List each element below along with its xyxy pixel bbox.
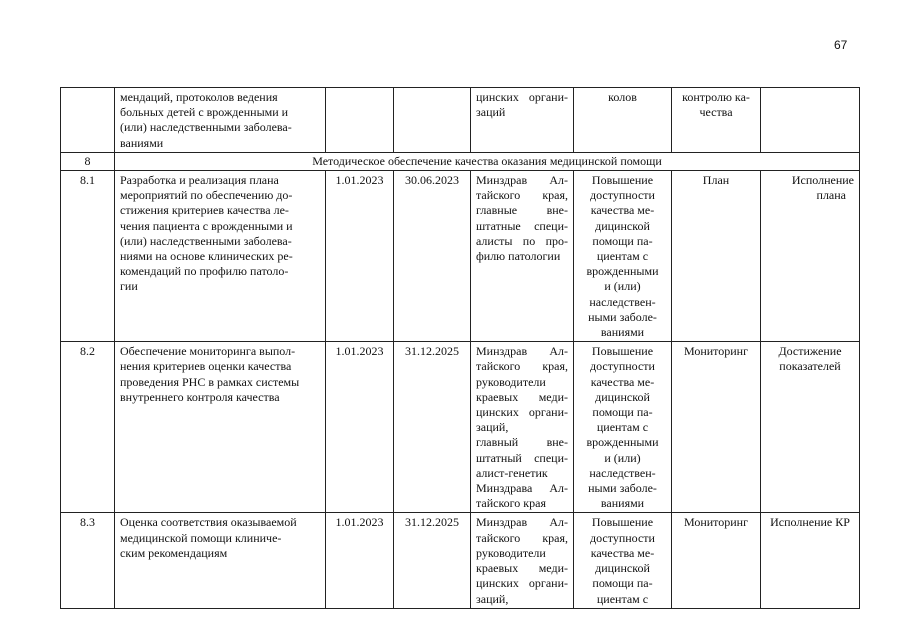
- executor-line: Минздрав Ал-: [476, 173, 568, 188]
- row-number: 8.1: [61, 171, 115, 342]
- executor-line: штатные специ-: [476, 218, 568, 233]
- executor-line: краевых меди-: [476, 561, 568, 576]
- executor-line: алист-генетик: [476, 465, 548, 480]
- result-line: доступности: [590, 359, 655, 374]
- result-line: помощи па-: [592, 576, 653, 591]
- indicator-cell: [761, 88, 860, 153]
- measure-cell: [115, 342, 326, 513]
- control-cell: [672, 88, 761, 153]
- result-line: врожденными: [586, 435, 659, 450]
- executor-line: штатный специ-: [476, 450, 568, 465]
- measure-line: проведения РНС в рамках системы: [120, 374, 300, 389]
- measure-line: гии: [120, 279, 138, 294]
- measure-line: мероприятий по обеспечению до-: [120, 188, 293, 203]
- measure-line: больных детей с врожденными и: [120, 105, 289, 120]
- executor-cell: [471, 342, 574, 513]
- result-line: циентам с: [596, 249, 649, 264]
- executor-line: Минздрава Ал-: [476, 481, 568, 496]
- measure-cell: [115, 513, 326, 608]
- end-date-cell: [394, 88, 471, 153]
- section-row: [61, 152, 860, 170]
- executor-line: тайского края: [476, 496, 546, 511]
- result-line: и (или): [604, 279, 641, 294]
- executor-cell: [471, 88, 574, 153]
- result-line: качества ме-: [590, 545, 655, 560]
- indicator-line: показателей: [779, 359, 841, 374]
- start-date: 1.01.2023: [326, 171, 394, 342]
- executor-line: главные вне-: [476, 203, 568, 218]
- indicator-cell: [761, 171, 860, 342]
- result-line: наследствен-: [589, 294, 656, 309]
- measure-line: Оценка соответствия оказываемой: [120, 515, 297, 530]
- start-date: 1.01.2023: [326, 342, 394, 513]
- table-row: [61, 88, 860, 153]
- start-date-cell: [326, 88, 394, 153]
- result-cell: [574, 88, 672, 153]
- indicator-line: Достижение: [778, 344, 842, 359]
- indicator-cell: [761, 342, 860, 513]
- measure-line: ниями на основе клинических ре-: [120, 249, 293, 264]
- result-cell: [574, 171, 672, 342]
- measures-table: [60, 87, 860, 609]
- executor-line: тайского края,: [476, 530, 568, 545]
- executor-line: тайского края,: [476, 188, 568, 203]
- measure-line: ским рекомендациям: [120, 545, 228, 560]
- executor-line: Минздрав Ал-: [476, 344, 568, 359]
- start-date: 1.01.2023: [326, 513, 394, 608]
- row-number: 8.2: [61, 342, 115, 513]
- executor-line: руководители: [476, 374, 546, 389]
- control-form: План: [672, 171, 761, 342]
- measure-line: медицинской помощи клиниче-: [120, 530, 282, 545]
- section-number: 8: [61, 152, 115, 170]
- executor-line: руководители: [476, 545, 546, 560]
- measure-line: Обеспечение мониторинга выпол-: [120, 344, 296, 359]
- indicator: Исполнение КР: [761, 513, 860, 608]
- table-row: [61, 513, 860, 608]
- result-cell: [574, 513, 672, 608]
- result-line: и (или): [604, 450, 641, 465]
- result-line: доступности: [590, 530, 655, 545]
- measure-line: Разработка и реализация плана: [120, 173, 279, 188]
- measure-line: мендаций, протоколов ведения: [120, 90, 278, 104]
- result-line: качества ме-: [590, 203, 655, 218]
- page-number: 67: [834, 38, 848, 52]
- measure-line: внутреннего контроля качества: [120, 389, 280, 404]
- measure-line: комендаций по профилю патоло-: [120, 264, 289, 279]
- result-line: Повышение: [591, 344, 654, 359]
- control-form: Мониторинг: [672, 342, 761, 513]
- result-line: наследствен-: [589, 465, 656, 480]
- measure-line: (или) наследственными заболева-: [120, 120, 292, 135]
- executor-line: Минздрав Ал-: [476, 515, 568, 530]
- table-row: [61, 342, 860, 513]
- executor-cell: [471, 171, 574, 342]
- result-line: Повышение: [591, 515, 654, 530]
- executor-line: цинских органи-: [476, 90, 568, 104]
- indicator-line: плана: [816, 188, 846, 203]
- executor-line: филю патологии: [476, 249, 561, 264]
- executor-cell: [471, 513, 574, 608]
- result-line: колов: [608, 90, 637, 104]
- end-date: 30.06.2023: [394, 171, 471, 342]
- result-line: ваниями: [600, 325, 645, 340]
- executor-line: заций: [476, 105, 506, 120]
- end-date: 31.12.2025: [394, 513, 471, 608]
- result-cell: [574, 342, 672, 513]
- result-line: ными заболе-: [588, 481, 657, 496]
- measure-line: стижения критериев качества ле-: [120, 203, 289, 218]
- result-line: ваниями: [600, 496, 645, 511]
- measure-cell: [115, 171, 326, 342]
- measure-cell: [115, 88, 326, 153]
- executor-line: главный вне-: [476, 435, 568, 450]
- result-line: Повышение: [591, 173, 654, 188]
- result-line: циентам с: [596, 420, 649, 435]
- result-line: качества ме-: [590, 374, 655, 389]
- indicator-line: Исполнение: [791, 173, 854, 188]
- end-date: 31.12.2025: [394, 342, 471, 513]
- executor-line: алисты по про-: [476, 233, 568, 248]
- executor-line: тайского края,: [476, 359, 568, 374]
- result-line: доступности: [590, 188, 655, 203]
- control-form: Мониторинг: [672, 513, 761, 608]
- result-line: помощи па-: [592, 405, 653, 420]
- executor-line: цинских органи-: [476, 576, 568, 591]
- measure-line: (или) наследственными заболева-: [120, 233, 292, 248]
- executor-line: краевых меди-: [476, 389, 568, 404]
- row-number: 8.3: [61, 513, 115, 608]
- table-row: [61, 171, 860, 342]
- num-cell: [61, 88, 115, 153]
- measure-line: нения критериев оценки качества: [120, 359, 292, 374]
- control-line: контролю ка-: [682, 90, 750, 104]
- result-line: врожденными: [586, 264, 659, 279]
- result-line: дицинской: [595, 389, 650, 404]
- executor-line: цинских органи-: [476, 405, 568, 420]
- result-line: дицинской: [595, 218, 650, 233]
- measure-line: чения пациента с врожденными и: [120, 218, 293, 233]
- executor-line: заций,: [476, 420, 509, 435]
- result-line: помощи па-: [592, 233, 653, 248]
- result-line: циентам с: [596, 591, 649, 606]
- measure-line: ваниями: [120, 135, 164, 150]
- result-line: ными заболе-: [588, 309, 657, 324]
- control-line: чества: [699, 105, 733, 120]
- executor-line: заций,: [476, 591, 509, 606]
- section-title: Методическое обеспечение качества оказания медицинской помощи: [115, 152, 860, 170]
- result-line: дицинской: [595, 561, 650, 576]
